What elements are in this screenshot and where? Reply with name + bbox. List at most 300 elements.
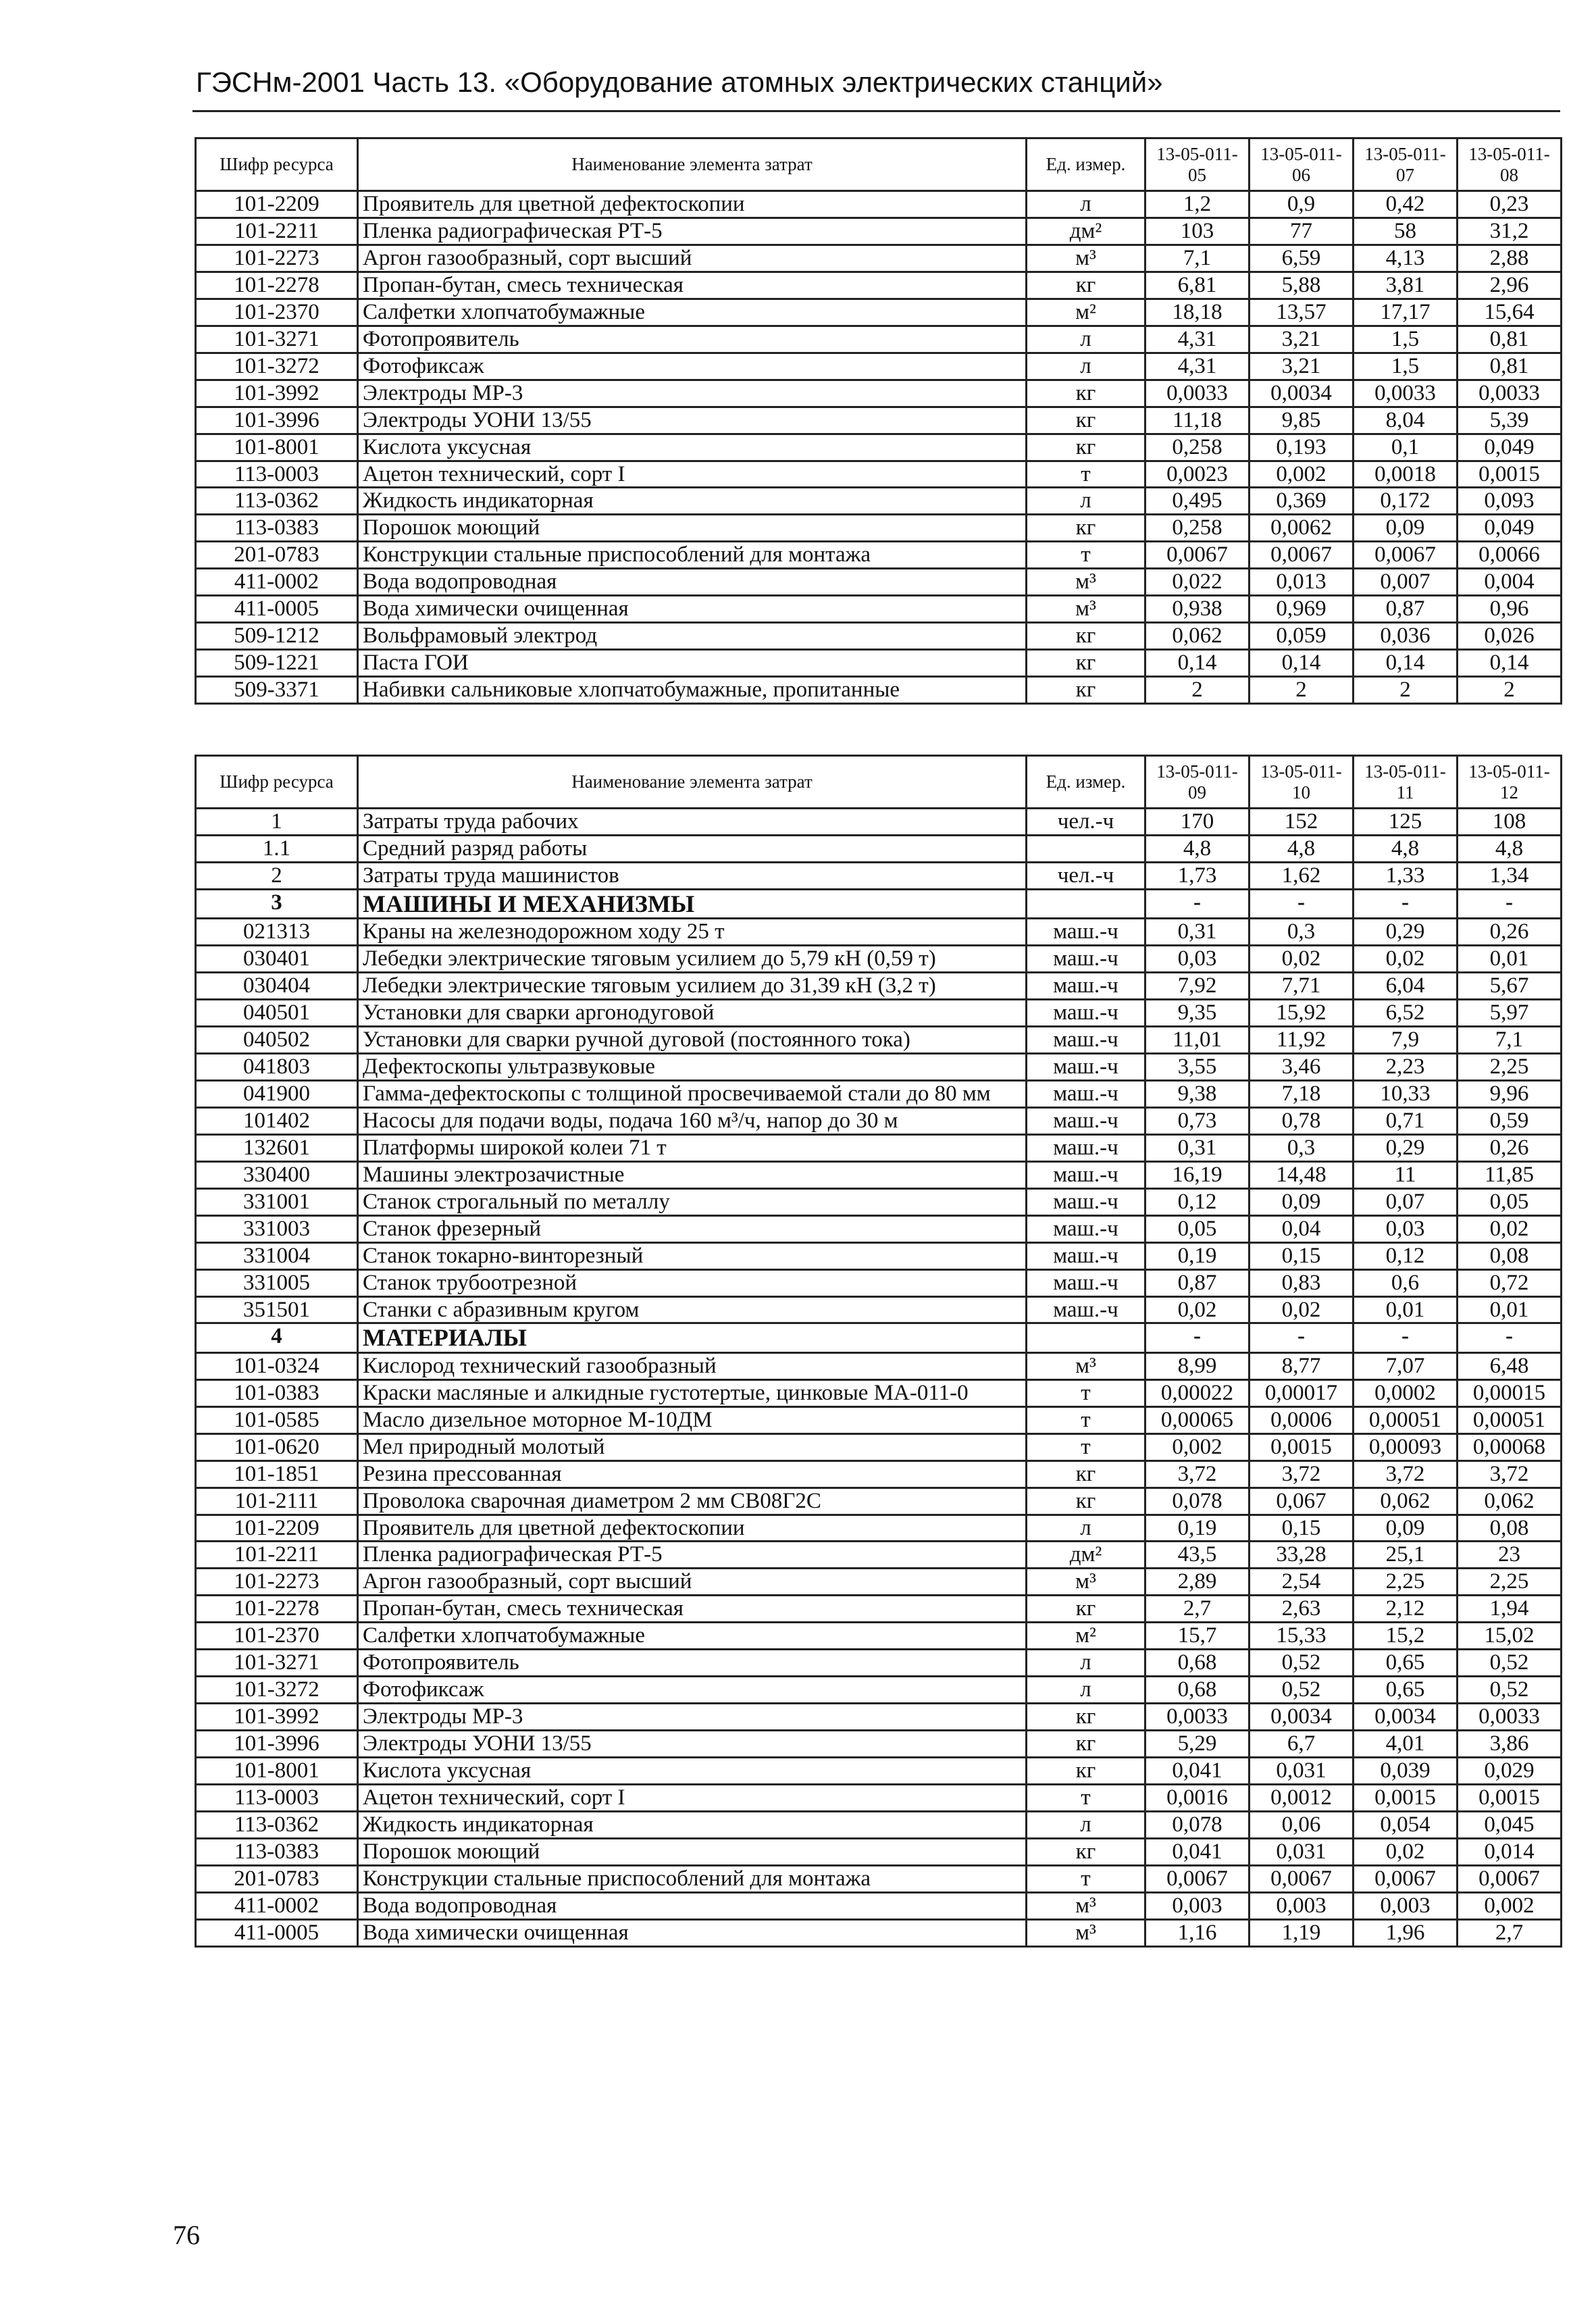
value-cell: 2,89 — [1145, 1569, 1250, 1596]
unit-cell — [1027, 835, 1145, 862]
unit-cell: чел.-ч — [1027, 809, 1145, 836]
table-row — [196, 1811, 1562, 1838]
value-cell: 0,0015 — [1458, 461, 1562, 488]
value-cell: 0,0018 — [1354, 461, 1458, 488]
resource-code: 411-0002 — [196, 1892, 358, 1919]
table-row — [196, 326, 1562, 353]
resource-name: Краны на железнодорожном ходу 25 т — [358, 919, 1027, 946]
resource-name: Фотофиксаж — [358, 1677, 1027, 1704]
value-cell: 0,14 — [1145, 650, 1250, 677]
resource-name: Салфетки хлопчатобумажные — [358, 299, 1027, 326]
table-row — [196, 1865, 1562, 1892]
unit-cell: кг — [1027, 1460, 1145, 1488]
value-cell: 16,19 — [1145, 1161, 1250, 1188]
value-cell: 0,26 — [1458, 1134, 1562, 1161]
unit-cell: маш.-ч — [1027, 946, 1145, 973]
value-cell: 0,0015 — [1458, 1785, 1562, 1812]
value-cell: 0,258 — [1145, 434, 1250, 461]
table-row — [196, 596, 1562, 623]
value-cell: 0,08 — [1458, 1515, 1562, 1542]
value-cell: 0,041 — [1145, 1838, 1250, 1865]
value-cell: 1,5 — [1354, 353, 1458, 380]
table-row — [196, 1650, 1562, 1677]
resource-name: Лебедки электрические тяговым усилием до 31,39 кН (3,2 т) — [358, 973, 1027, 1000]
resource-name: Затраты труда рабочих — [358, 809, 1027, 836]
value-cell: 0,00068 — [1458, 1433, 1562, 1460]
value-cell: 0,42 — [1354, 191, 1458, 218]
value-cell: 0,73 — [1145, 1107, 1250, 1134]
value-cell: 0,1 — [1354, 434, 1458, 461]
value-cell: 0,078 — [1145, 1811, 1250, 1838]
value-cell: 0,96 — [1458, 596, 1562, 623]
table-row — [196, 862, 1562, 889]
value-cell: 0,0067 — [1458, 1865, 1562, 1892]
resource-name: Электроды МР-3 — [358, 380, 1027, 407]
value-cell: 0,29 — [1354, 1134, 1458, 1161]
resource-code: 1 — [196, 809, 358, 836]
value-cell: 2,25 — [1458, 1053, 1562, 1080]
value-cell: 7,1 — [1145, 245, 1250, 272]
value-cell: 4,8 — [1458, 835, 1562, 862]
table-row — [196, 245, 1562, 272]
resource-name: Паста ГОИ — [358, 650, 1027, 677]
value-cell: 1,16 — [1145, 1919, 1250, 1946]
value-cell: 108 — [1458, 809, 1562, 836]
value-cell: 5,67 — [1458, 973, 1562, 1000]
resource-code: 101-0620 — [196, 1433, 358, 1460]
table-row — [196, 1677, 1562, 1704]
value-cell: 2,54 — [1250, 1569, 1354, 1596]
resource-name: Порошок моющий — [358, 515, 1027, 542]
value-cell: 0,0002 — [1354, 1379, 1458, 1406]
resource-code: 331003 — [196, 1215, 358, 1242]
value-cell: 3,21 — [1250, 326, 1354, 353]
value-cell: 0,049 — [1458, 434, 1562, 461]
value-cell: 0,09 — [1354, 515, 1458, 542]
value-cell: 0,172 — [1354, 488, 1458, 515]
resource-code: 101-2211 — [196, 218, 358, 245]
table-row — [196, 1704, 1562, 1731]
value-cell: 0,036 — [1354, 623, 1458, 650]
value-cell: 2 — [1145, 677, 1250, 704]
resource-code: 101402 — [196, 1107, 358, 1134]
value-cell: 5,88 — [1250, 272, 1354, 299]
table-row — [196, 1542, 1562, 1569]
value-cell: 0,23 — [1458, 191, 1562, 218]
value-cell: 7,9 — [1354, 1026, 1458, 1053]
value-cell: 0,02 — [1145, 1296, 1250, 1323]
value-cell: 0,062 — [1354, 1488, 1458, 1515]
resource-name: Фотопроявитель — [358, 1650, 1027, 1677]
value-cell: 0,045 — [1458, 1811, 1562, 1838]
column-header-unit: Ед. измер. — [1027, 138, 1145, 191]
resource-code: 411-0005 — [196, 1919, 358, 1946]
value-cell: 0,02 — [1458, 1215, 1562, 1242]
table-row — [196, 1269, 1562, 1296]
value-cell: 0,68 — [1145, 1650, 1250, 1677]
column-header-norm: 13-05-011-09 — [1145, 756, 1250, 809]
resource-code: 4 — [196, 1323, 358, 1352]
table-row — [196, 1569, 1562, 1596]
table-row — [196, 1080, 1562, 1107]
resource-name: Установки для сварки ручной дуговой (постоянного тока) — [358, 1026, 1027, 1053]
unit-cell: кг — [1027, 1731, 1145, 1758]
value-cell: 11,18 — [1145, 407, 1250, 434]
resource-code: 201-0783 — [196, 542, 358, 569]
resource-code: 411-0005 — [196, 596, 358, 623]
value-cell: 1,94 — [1458, 1596, 1562, 1623]
value-cell: 2,12 — [1354, 1596, 1458, 1623]
page-number: 76 — [173, 2220, 200, 2250]
table-row — [196, 1323, 1562, 1352]
value-cell: 4,8 — [1354, 835, 1458, 862]
value-cell: 0,78 — [1250, 1107, 1354, 1134]
resource-code: 509-1212 — [196, 623, 358, 650]
value-cell: 1,33 — [1354, 862, 1458, 889]
unit-cell: маш.-ч — [1027, 1107, 1145, 1134]
value-cell: 3,72 — [1458, 1460, 1562, 1488]
table-row — [196, 1406, 1562, 1433]
value-cell: 0,00051 — [1354, 1406, 1458, 1433]
resource-name: Фотопроявитель — [358, 326, 1027, 353]
resource-code: 411-0002 — [196, 569, 358, 596]
unit-cell: маш.-ч — [1027, 1080, 1145, 1107]
resource-name: МАТЕРИАЛЫ — [358, 1323, 1027, 1352]
resource-code: 101-2273 — [196, 1569, 358, 1596]
table-row — [196, 1352, 1562, 1379]
table-row — [196, 1758, 1562, 1785]
value-cell: 31,2 — [1458, 218, 1562, 245]
value-cell: 0,003 — [1354, 1892, 1458, 1919]
value-cell: 13,57 — [1250, 299, 1354, 326]
table-row — [196, 1296, 1562, 1323]
value-cell: 0,258 — [1145, 515, 1250, 542]
resource-code: 201-0783 — [196, 1865, 358, 1892]
value-cell: 0,6 — [1354, 1269, 1458, 1296]
value-cell: 0,0015 — [1354, 1785, 1458, 1812]
resource-name: Пропан-бутан, смесь техническая — [358, 1596, 1027, 1623]
value-cell: 0,09 — [1354, 1515, 1458, 1542]
table-row — [196, 1919, 1562, 1946]
value-cell: 0,054 — [1354, 1811, 1458, 1838]
unit-cell: кг — [1027, 380, 1145, 407]
value-cell: 0,01 — [1458, 1296, 1562, 1323]
value-cell: 0,05 — [1458, 1188, 1562, 1215]
value-cell: 0,0067 — [1250, 542, 1354, 569]
value-cell: 1,96 — [1354, 1919, 1458, 1946]
value-cell: 0,26 — [1458, 919, 1562, 946]
value-cell: - — [1145, 1323, 1250, 1352]
value-cell: 0,31 — [1145, 919, 1250, 946]
resource-code: 351501 — [196, 1296, 358, 1323]
value-cell: 0,12 — [1354, 1242, 1458, 1269]
resource-code: 509-1221 — [196, 650, 358, 677]
value-cell: 0,031 — [1250, 1838, 1354, 1865]
value-cell: 0,002 — [1145, 1433, 1250, 1460]
table-row — [196, 1188, 1562, 1215]
table-row — [196, 434, 1562, 461]
value-cell: 0,062 — [1145, 623, 1250, 650]
resource-name: Масло дизельное моторное М-10ДМ — [358, 1406, 1027, 1433]
value-cell: 3,72 — [1250, 1460, 1354, 1488]
resource-name: Пленка радиографическая РТ-5 — [358, 218, 1027, 245]
unit-cell: м³ — [1027, 1352, 1145, 1379]
resource-code: 330400 — [196, 1161, 358, 1188]
value-cell: 0,00051 — [1458, 1406, 1562, 1433]
resource-name: Насосы для подачи воды, подача 160 м³/ч, напор до 30 м — [358, 1107, 1027, 1134]
value-cell: 10,33 — [1354, 1080, 1458, 1107]
value-cell: 0,9 — [1250, 191, 1354, 218]
table-row — [196, 380, 1562, 407]
value-cell: 15,33 — [1250, 1623, 1354, 1650]
value-cell: 0,003 — [1250, 1892, 1354, 1919]
value-cell: 0,09 — [1250, 1188, 1354, 1215]
unit-cell: дм² — [1027, 218, 1145, 245]
value-cell: 2 — [1250, 677, 1354, 704]
unit-cell: л — [1027, 1650, 1145, 1677]
resource-code: 101-8001 — [196, 1758, 358, 1785]
resource-name: Вода водопроводная — [358, 1892, 1027, 1919]
table-row — [196, 1161, 1562, 1188]
table-row — [196, 488, 1562, 515]
table-row — [196, 1460, 1562, 1488]
resource-name: Мел природный молотый — [358, 1433, 1027, 1460]
value-cell: 0,05 — [1145, 1215, 1250, 1242]
value-cell: 4,13 — [1354, 245, 1458, 272]
unit-cell — [1027, 889, 1145, 918]
unit-cell: л — [1027, 326, 1145, 353]
resource-name: Вода химически очищенная — [358, 1919, 1027, 1946]
resource-name: Ацетон технический, сорт I — [358, 1785, 1027, 1812]
value-cell: 0,093 — [1458, 488, 1562, 515]
table-row — [196, 191, 1562, 218]
resource-code: 101-2209 — [196, 1515, 358, 1542]
value-cell: 0,00022 — [1145, 1379, 1250, 1406]
resource-code: 030404 — [196, 973, 358, 1000]
value-cell: 0,02 — [1354, 1838, 1458, 1865]
value-cell: 1,34 — [1458, 862, 1562, 889]
value-cell: 15,64 — [1458, 299, 1562, 326]
value-cell: 0,004 — [1458, 569, 1562, 596]
value-cell: 7,71 — [1250, 973, 1354, 1000]
unit-cell: м³ — [1027, 1569, 1145, 1596]
resource-name: Кислота уксусная — [358, 434, 1027, 461]
resource-code: 101-2370 — [196, 1623, 358, 1650]
resource-name: Электроды УОНИ 13/55 — [358, 1731, 1027, 1758]
value-cell: 2,88 — [1458, 245, 1562, 272]
value-cell: 25,1 — [1354, 1542, 1458, 1569]
unit-cell: т — [1027, 1865, 1145, 1892]
value-cell: - — [1250, 889, 1354, 918]
value-cell: 0,02 — [1354, 946, 1458, 973]
resource-name: Жидкость индикаторная — [358, 488, 1027, 515]
value-cell: 0,14 — [1458, 650, 1562, 677]
value-cell: 0,0067 — [1354, 542, 1458, 569]
value-cell: 2 — [1458, 677, 1562, 704]
table-row — [196, 1379, 1562, 1406]
table-row — [196, 1596, 1562, 1623]
value-cell: 0,0033 — [1458, 380, 1562, 407]
resource-code: 101-3992 — [196, 1704, 358, 1731]
resource-name: Фотофиксаж — [358, 353, 1027, 380]
unit-cell: кг — [1027, 1596, 1145, 1623]
value-cell: 1,62 — [1250, 862, 1354, 889]
resource-code: 331005 — [196, 1269, 358, 1296]
resource-code: 2 — [196, 862, 358, 889]
value-cell: 3,86 — [1458, 1731, 1562, 1758]
column-header-norm: 13-05-011-08 — [1458, 138, 1562, 191]
value-cell: 0,0006 — [1250, 1406, 1354, 1433]
value-cell: 0,062 — [1458, 1488, 1562, 1515]
resource-code: 101-2209 — [196, 191, 358, 218]
resource-name: МАШИНЫ И МЕХАНИЗМЫ — [358, 889, 1027, 918]
value-cell: 0,31 — [1145, 1134, 1250, 1161]
unit-cell: маш.-ч — [1027, 1161, 1145, 1188]
value-cell: 0,81 — [1458, 353, 1562, 380]
value-cell: 0,00017 — [1250, 1379, 1354, 1406]
resource-code: 101-2211 — [196, 1542, 358, 1569]
resource-code: 101-2278 — [196, 1596, 358, 1623]
value-cell: 0,031 — [1250, 1758, 1354, 1785]
value-cell: 0,06 — [1250, 1811, 1354, 1838]
value-cell: 0,041 — [1145, 1758, 1250, 1785]
value-cell: 2,96 — [1458, 272, 1562, 299]
unit-cell: л — [1027, 353, 1145, 380]
value-cell: 0,0067 — [1250, 1865, 1354, 1892]
resource-code: 101-2273 — [196, 245, 358, 272]
resource-name: Конструкции стальные приспособлений для монтажа — [358, 1865, 1027, 1892]
resource-name: Установки для сварки аргонодуговой — [358, 1000, 1027, 1027]
value-cell: 2 — [1354, 677, 1458, 704]
table-row — [196, 973, 1562, 1000]
unit-cell: кг — [1027, 1838, 1145, 1865]
value-cell: 0,0067 — [1145, 542, 1250, 569]
resource-name: Затраты труда машинистов — [358, 862, 1027, 889]
value-cell: 43,5 — [1145, 1542, 1250, 1569]
value-cell: 0,15 — [1250, 1242, 1354, 1269]
resource-code: 101-2370 — [196, 299, 358, 326]
resource-name: Электроды УОНИ 13/55 — [358, 407, 1027, 434]
value-cell: 0,003 — [1145, 1892, 1250, 1919]
unit-cell: м² — [1027, 299, 1145, 326]
value-cell: 15,2 — [1354, 1623, 1458, 1650]
table-row — [196, 1838, 1562, 1865]
value-cell: 3,72 — [1354, 1460, 1458, 1488]
resource-name: Ацетон технический, сорт I — [358, 461, 1027, 488]
value-cell: 3,46 — [1250, 1053, 1354, 1080]
unit-cell: маш.-ч — [1027, 1296, 1145, 1323]
table-row — [196, 650, 1562, 677]
resource-code: 1.1 — [196, 835, 358, 862]
resource-name: Вода химически очищенная — [358, 596, 1027, 623]
table-row — [196, 272, 1562, 299]
resource-code: 041803 — [196, 1053, 358, 1080]
column-header-code: Шифр ресурса — [196, 138, 358, 191]
column-header-norm: 13-05-011-05 — [1145, 138, 1250, 191]
resource-code: 101-0585 — [196, 1406, 358, 1433]
resource-code: 101-3996 — [196, 407, 358, 434]
table-row — [196, 299, 1562, 326]
value-cell: 0,01 — [1354, 1296, 1458, 1323]
value-cell: 2,25 — [1458, 1569, 1562, 1596]
resource-name: Набивки сальниковые хлопчатобумажные, пропитанные — [358, 677, 1027, 704]
column-header-norm: 13-05-011-06 — [1250, 138, 1354, 191]
resource-name: Кислород технический газообразный — [358, 1352, 1027, 1379]
unit-cell: маш.-ч — [1027, 973, 1145, 1000]
unit-cell: кг — [1027, 1488, 1145, 1515]
value-cell: 7,07 — [1354, 1352, 1458, 1379]
unit-cell: л — [1027, 488, 1145, 515]
value-cell: 0,049 — [1458, 515, 1562, 542]
value-cell: 0,0033 — [1145, 380, 1250, 407]
resource-name: Дефектоскопы ультразвуковые — [358, 1053, 1027, 1080]
resource-code: 113-0383 — [196, 515, 358, 542]
value-cell: 9,85 — [1250, 407, 1354, 434]
unit-cell: т — [1027, 1785, 1145, 1812]
value-cell: 6,04 — [1354, 973, 1458, 1000]
unit-cell: маш.-ч — [1027, 1215, 1145, 1242]
table-row — [196, 623, 1562, 650]
table-row — [196, 1785, 1562, 1812]
table-row — [196, 1026, 1562, 1053]
value-cell: 0,0034 — [1250, 1704, 1354, 1731]
resource-code: 113-0362 — [196, 1811, 358, 1838]
value-cell: 0,71 — [1354, 1107, 1458, 1134]
table-row — [196, 407, 1562, 434]
table-row — [196, 835, 1562, 862]
resource-code: 331004 — [196, 1242, 358, 1269]
table-row — [196, 1488, 1562, 1515]
value-cell: 11,92 — [1250, 1026, 1354, 1053]
unit-cell: кг — [1027, 434, 1145, 461]
header-divider — [192, 110, 1560, 112]
value-cell: 125 — [1354, 809, 1458, 836]
column-header-norm: 13-05-011-07 — [1354, 138, 1458, 191]
resource-code: 113-0003 — [196, 1785, 358, 1812]
unit-cell: маш.-ч — [1027, 1269, 1145, 1296]
resource-name: Станки с абразивным кругом — [358, 1296, 1027, 1323]
value-cell: 0,3 — [1250, 1134, 1354, 1161]
value-cell: 1,73 — [1145, 862, 1250, 889]
column-header-name: Наименование элемента затрат — [358, 138, 1027, 191]
unit-cell: л — [1027, 1811, 1145, 1838]
value-cell: 0,65 — [1354, 1677, 1458, 1704]
value-cell: 0,14 — [1354, 650, 1458, 677]
value-cell: 0,52 — [1250, 1677, 1354, 1704]
table-row — [196, 1000, 1562, 1027]
table-row — [196, 515, 1562, 542]
table-row — [196, 919, 1562, 946]
value-cell: 0,026 — [1458, 623, 1562, 650]
value-cell: 0,007 — [1354, 569, 1458, 596]
value-cell: 0,067 — [1250, 1488, 1354, 1515]
value-cell: 5,39 — [1458, 407, 1562, 434]
table-row — [196, 1242, 1562, 1269]
table-row — [196, 1515, 1562, 1542]
unit-cell: т — [1027, 1406, 1145, 1433]
value-cell: 23 — [1458, 1542, 1562, 1569]
value-cell: 6,59 — [1250, 245, 1354, 272]
resource-name: Вода водопроводная — [358, 569, 1027, 596]
resource-name: Жидкость индикаторная — [358, 1811, 1027, 1838]
resource-name: Станок токарно-винторезный — [358, 1242, 1027, 1269]
value-cell: 6,52 — [1354, 1000, 1458, 1027]
unit-cell: м³ — [1027, 245, 1145, 272]
resource-code: 021313 — [196, 919, 358, 946]
value-cell: 0,0012 — [1250, 1785, 1354, 1812]
value-cell: - — [1250, 1323, 1354, 1352]
value-cell: 0,00093 — [1354, 1433, 1458, 1460]
